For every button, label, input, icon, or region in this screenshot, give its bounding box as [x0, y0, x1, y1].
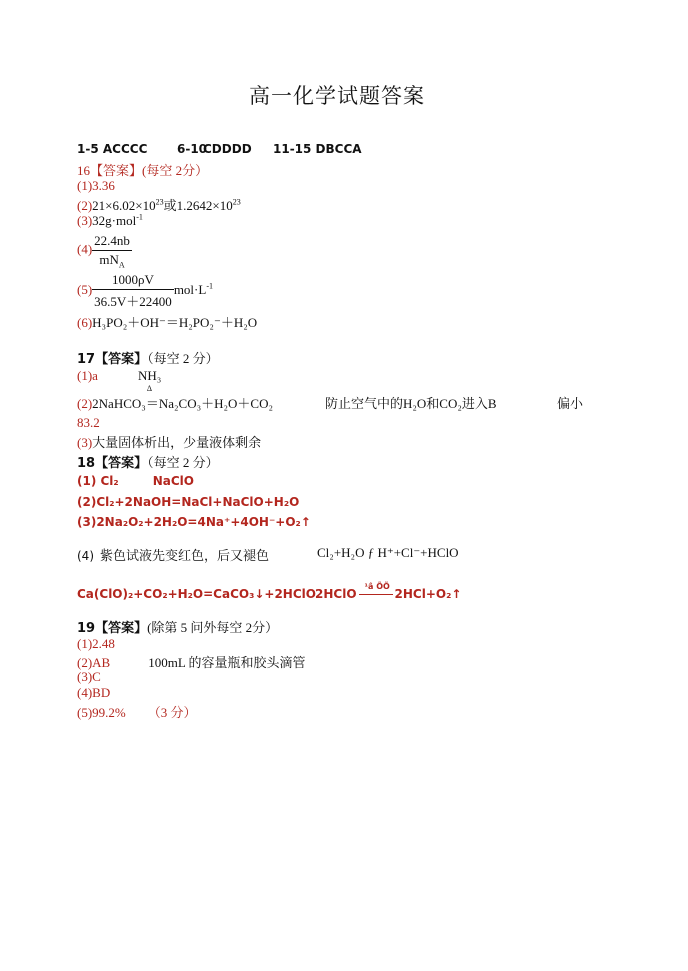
q16-head: 16【答案】 [77, 163, 143, 178]
q18-b-condition: ¹â ÕÕ [364, 582, 390, 591]
q16-2-b: 1.2642×10 [176, 198, 233, 213]
q19-4-label: (4) [77, 685, 93, 700]
q18-4-label: (4) [77, 549, 94, 563]
q16-6-equation: H₃PO₂＋OH⁻＝H₂PO₂⁻＋H₂O [92, 315, 258, 330]
q19-5-label: (5) [77, 705, 93, 720]
q16-4-label: (4) [77, 241, 93, 257]
q18-1-label: (1) [77, 474, 101, 488]
q18-head: 18【答案】 [77, 456, 148, 471]
q17-1-b: NH₃ [137, 368, 162, 383]
q16-4-den-text: mN [99, 252, 119, 267]
q19-head: 19【答案】 [77, 621, 148, 636]
q17-item-3 [77, 432, 261, 451]
q17-2-text: 防止空气中的H₂O和CO₂进入B [325, 396, 497, 411]
q18-1-a: Cl₂ [100, 474, 119, 488]
q18-equation-a: Ca(ClO)₂+CO₂+H₂O=CaCO₃↓+2HClO [77, 587, 316, 601]
q16-4-denominator [92, 251, 132, 268]
q16-4-den-sub: A [118, 260, 125, 270]
q16-1-label: (1) [77, 178, 93, 193]
q19-note: (除第 5 问外每空 2分） [147, 620, 279, 635]
q16-5-exp: -1 [206, 281, 214, 291]
q18-3-label: (3) [77, 515, 97, 529]
q16-item-4 [77, 233, 132, 268]
q17-2-left: 2NaHCO₃ [92, 396, 146, 411]
q16-5-label: (5) [77, 281, 93, 297]
q16-2-exp2: 23 [232, 197, 241, 207]
q16-5-numerator: 1000ρV [92, 272, 174, 290]
q17-head: 17【答案】 [77, 352, 148, 367]
q16-2-a: 21×6.02×10 [92, 198, 156, 213]
q17-note: （每空 2 分） [147, 351, 219, 366]
q17-header [77, 348, 219, 367]
mc-label-6-10: 6-10 [177, 142, 208, 156]
q19-5-note: （3 分） [147, 705, 197, 720]
q17-2-right: Na₂CO₃＋H₂O＋CO₂ [158, 396, 274, 411]
mc-answers-1-5: 1-5 ACCCC [77, 142, 148, 156]
q16-2-label: (2) [77, 198, 93, 213]
q16-1-answer: 3.36 [92, 178, 115, 193]
q17-item-1 [77, 368, 161, 384]
q16-5-unit: mol·L [173, 281, 207, 297]
q16-3-exp: -1 [136, 212, 143, 222]
q18-2-label: (2) [77, 495, 97, 509]
q16-item-3 [77, 213, 143, 229]
q18-item-1 [77, 474, 194, 488]
page-title: 高一化学试题答案 [249, 84, 425, 108]
q18-item-2 [77, 495, 299, 509]
q18-note: （每空 2 分） [147, 455, 219, 470]
q16-4-numerator: 22.4nb [92, 233, 132, 251]
q18-item-3 [77, 515, 311, 529]
q19-item-4 [77, 685, 110, 701]
q19-2-label: (2) [77, 655, 93, 670]
q19-item-5 [77, 702, 197, 721]
q19-2-a: AB [92, 655, 111, 670]
q19-5-answer: 99.2% [92, 705, 126, 720]
q19-item-2 [77, 652, 306, 671]
q16-6-label: (6) [77, 315, 93, 330]
q18-4-equation: Cl₂+H₂O ƒ H⁺+Cl⁻+HClO [317, 545, 459, 560]
q18-b-condition-line [359, 582, 393, 595]
mc-answers-11-15: 11-15 DBCCA [273, 142, 362, 156]
q16-header [77, 160, 208, 179]
q17-1-label: (1) [77, 368, 93, 383]
q18-1-b: NaClO [152, 474, 194, 488]
q19-item-1 [77, 636, 115, 652]
q16-item-5 [77, 272, 213, 310]
q18-3-equation: 2Na₂O₂+2H₂O=4Na⁺+4OH⁻+O₂↑ [96, 515, 311, 529]
q17-2-delta: Δ [146, 384, 152, 393]
q16-note: (每空 2分） [142, 163, 209, 178]
q16-item-2 [77, 195, 241, 214]
q19-4-answer: BD [92, 685, 111, 700]
q16-3-label: (3) [77, 213, 93, 228]
q18-2-equation: Cl₂+2NaOH=NaCl+NaClO+H₂O [96, 495, 300, 509]
q19-item-3 [77, 669, 101, 685]
q18-b-right: 2HCl+O₂↑ [394, 587, 462, 601]
q16-3-answer: 32g·mol [92, 213, 137, 228]
q18-item-4 [77, 545, 269, 564]
q16-2-exp1: 23 [155, 197, 164, 207]
q16-item-1 [77, 178, 115, 194]
q16-4-fraction [92, 233, 132, 268]
q18-equation-b [315, 582, 462, 601]
q18-header [77, 452, 219, 471]
q17-2-value: 83.2 [77, 415, 100, 430]
q17-2-end: 偏小 [557, 396, 584, 411]
q19-header [77, 617, 278, 636]
q17-1-a: a [92, 368, 98, 383]
q17-3-label: (3) [77, 435, 93, 450]
q18-4-text: 紫色试液先变红色，后又褪色 [100, 548, 270, 563]
q19-1-answer: 2.48 [92, 636, 115, 651]
q19-1-label: (1) [77, 636, 93, 651]
q19-3-answer: C [92, 669, 101, 684]
q17-3-answer: 大量固体析出，少量液体剩余 [92, 435, 262, 450]
q16-2-or: 或 [163, 198, 177, 213]
q17-2-label: (2) [77, 396, 93, 411]
mc-answers-6-10: CDDDD [203, 142, 252, 156]
q19-3-label: (3) [77, 669, 93, 684]
q16-item-6 [77, 312, 257, 331]
q16-5-fraction [92, 272, 174, 310]
q17-2-eq: ＝ [145, 396, 159, 411]
q17-2-heat-equals [145, 384, 159, 412]
q16-5-denominator: 36.5V＋22400 [94, 294, 172, 309]
q17-item-2 [77, 384, 274, 412]
q18-b-left: 2HClO [315, 587, 357, 601]
q19-2-b: 100mL 的容量瓶和胶头滴管 [148, 655, 306, 670]
